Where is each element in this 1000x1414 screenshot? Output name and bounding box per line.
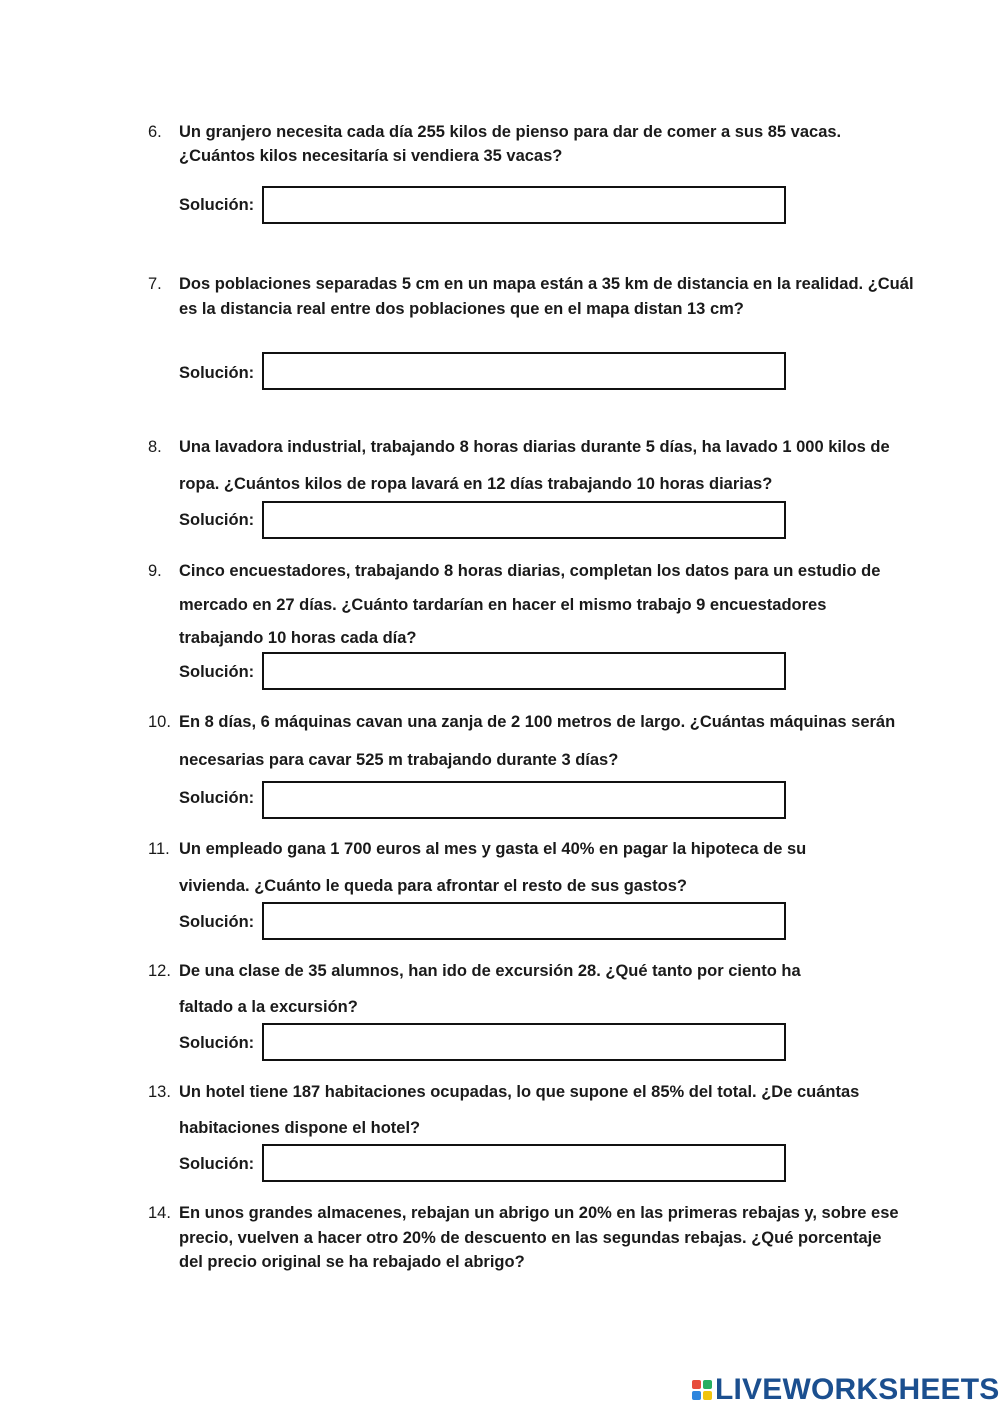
question-number: 6.	[148, 123, 162, 141]
answer-box	[262, 902, 786, 940]
answer-box	[262, 352, 786, 390]
question-number: 8.	[148, 438, 162, 456]
answer-input[interactable]	[264, 654, 784, 688]
liveworksheets-icon	[692, 1380, 712, 1400]
solution-label: Solución:	[179, 1155, 255, 1173]
question-number: 11.	[148, 840, 170, 858]
answer-input[interactable]	[264, 188, 784, 222]
question-text: Una lavadora industrial, trabajando 8 horas diarias durante 5 días, ha lavado 1 000 kilos de	[179, 438, 890, 456]
logo-square-green	[703, 1380, 712, 1389]
solution-label: Solución:	[179, 511, 255, 529]
solution-label: Solución:	[179, 789, 255, 807]
answer-input[interactable]	[264, 1146, 784, 1180]
logo-square-blue	[692, 1391, 701, 1400]
answer-input[interactable]	[264, 503, 784, 537]
logo-square-red	[692, 1380, 701, 1389]
question-number: 14.	[148, 1204, 171, 1222]
question-text: trabajando 10 horas cada día?	[179, 629, 417, 647]
answer-input[interactable]	[264, 904, 784, 938]
question-text: necesarias para cavar 525 m trabajando durante 3 días?	[179, 751, 619, 769]
answer-box	[262, 1023, 786, 1061]
question-number: 7.	[148, 275, 162, 293]
question-text: precio, vuelven a hacer otro 20% de descuento en las segundas rebajas. ¿Qué porcentaje	[179, 1229, 882, 1247]
answer-input[interactable]	[264, 1025, 784, 1059]
answer-box	[262, 1144, 786, 1182]
question-text: vivienda. ¿Cuánto le queda para afrontar el resto de sus gastos?	[179, 877, 687, 895]
question-text: habitaciones dispone el hotel?	[179, 1119, 421, 1137]
question-text: Dos poblaciones separadas 5 cm en un mapa están a 35 km de distancia en la realidad. ¿Cuál	[179, 275, 914, 293]
answer-box	[262, 501, 786, 539]
answer-input[interactable]	[264, 783, 784, 817]
answer-box	[262, 781, 786, 819]
question-text: Un granjero necesita cada día 255 kilos de pienso para dar de comer a sus 85 vacas.	[179, 123, 842, 141]
question-text: En unos grandes almacenes, rebajan un abrigo un 20% en las primeras rebajas y, sobre ese	[179, 1204, 899, 1222]
question-text: mercado en 27 días. ¿Cuánto tardarían en hacer el mismo trabajo 9 encuestadores	[179, 596, 827, 614]
question-text: Un hotel tiene 187 habitaciones ocupadas, lo que supone el 85% del total. ¿De cuántas	[179, 1083, 860, 1101]
logo-square-yellow	[703, 1391, 712, 1400]
question-text: ¿Cuántos kilos necesitaría si vendiera 35 vacas?	[179, 147, 563, 165]
solution-label: Solución:	[179, 364, 255, 382]
question-text: Un empleado gana 1 700 euros al mes y gasta el 40% en pagar la hipoteca de su	[179, 840, 807, 858]
question-text: En 8 días, 6 máquinas cavan una zanja de 2 100 metros de largo. ¿Cuántas máquinas serán	[179, 713, 896, 731]
brand-name: LIVEWORKSHEETS	[715, 1373, 1000, 1406]
answer-input[interactable]	[264, 354, 784, 388]
question-number: 10.	[148, 713, 171, 731]
question-number: 12.	[148, 962, 171, 980]
question-text: es la distancia real entre dos poblaciones que en el mapa distan 13 cm?	[179, 300, 744, 318]
question-number: 13.	[148, 1083, 171, 1101]
question-text: faltado a la excursión?	[179, 998, 358, 1016]
solution-label: Solución:	[179, 913, 255, 931]
question-text: Cinco encuestadores, trabajando 8 horas diarias, completan los datos para un estudio de	[179, 562, 881, 580]
question-number: 9.	[148, 562, 162, 580]
question-text: De una clase de 35 alumnos, han ido de excursión 28. ¿Qué tanto por ciento ha	[179, 962, 801, 980]
liveworksheets-logo[interactable]	[692, 1373, 1000, 1406]
solution-label: Solución:	[179, 1034, 255, 1052]
question-text: ropa. ¿Cuántos kilos de ropa lavará en 12 días trabajando 10 horas diarias?	[179, 475, 773, 493]
answer-box	[262, 186, 786, 224]
solution-label: Solución:	[179, 196, 255, 214]
question-text: del precio original se ha rebajado el abrigo?	[179, 1253, 525, 1271]
solution-label: Solución:	[179, 663, 255, 681]
answer-box	[262, 652, 786, 690]
